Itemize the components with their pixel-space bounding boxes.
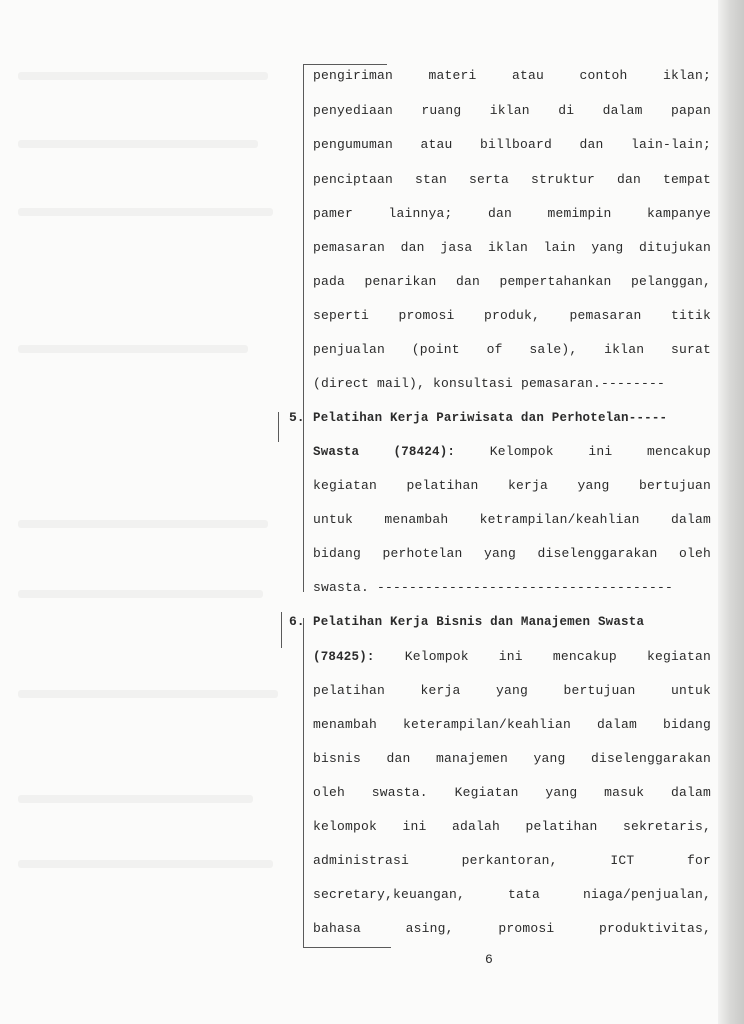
margin-line <box>303 64 304 592</box>
margin-line <box>303 64 387 65</box>
body-line: swasta. ------------------------------------- <box>313 580 674 595</box>
body-line: pelatihan kerja yang bertujuan untuk <box>313 683 711 698</box>
bleed-through <box>18 590 263 598</box>
body-line: bahasa asing, promosi produktivitas, <box>313 921 711 936</box>
body-line: bidang perhotelan yang diselenggarakan oleh <box>313 546 711 561</box>
item-number: 6. <box>289 614 305 629</box>
body-line: pada penarikan dan pempertahankan pelanggan, <box>313 274 711 289</box>
margin-line <box>303 618 304 948</box>
body-line: seperti promosi produk, pemasaran titik <box>313 308 711 323</box>
body-line: pamer lainnya; dan memimpin kampanye <box>313 206 711 221</box>
item-number: 5. <box>289 410 305 425</box>
bleed-through <box>18 690 278 698</box>
body-line: bisnis dan manajemen yang diselenggarakan <box>313 751 711 766</box>
bleed-through <box>18 860 273 868</box>
body-text: Kelompok ini mencakup kegiatan <box>404 649 711 664</box>
body-line: menambah keterampilan/keahlian dalam bidang <box>313 717 711 732</box>
page-number: 6 <box>485 952 493 967</box>
bleed-through <box>18 208 273 216</box>
bleed-through <box>18 140 258 148</box>
bleed-through <box>18 520 268 528</box>
body-line: pengiriman materi atau contoh iklan; <box>313 68 711 83</box>
revision-bar <box>278 412 279 442</box>
body-line: administrasi perkantoran, ICT for <box>313 853 711 868</box>
item-code: Swasta (78424): <box>313 445 456 459</box>
page-edge-shadow <box>718 0 744 1024</box>
body-line: penciptaan stan serta struktur dan tempat <box>313 172 711 187</box>
bleed-through <box>18 72 268 80</box>
margin-line <box>303 947 391 948</box>
body-line: pemasaran dan jasa iklan lain yang ditujukan <box>313 240 711 255</box>
body-line: kegiatan pelatihan kerja yang bertujuan <box>313 478 711 493</box>
item-code: (78425): <box>313 650 375 664</box>
item-title: Pelatihan Kerja Pariwisata dan Perhotelan----- <box>313 411 668 425</box>
bleed-through <box>18 345 248 353</box>
item-first-line <box>313 444 711 460</box>
body-text: Kelompok ini mencakup <box>489 444 711 459</box>
item-title: Pelatihan Kerja Bisnis dan Manajemen Swasta <box>313 615 645 629</box>
revision-bar <box>281 612 282 648</box>
body-line: secretary,keuangan, tata niaga/penjualan, <box>313 887 711 902</box>
item-first-line <box>313 649 711 665</box>
body-line: penyediaan ruang iklan di dalam papan <box>313 103 711 118</box>
body-line: untuk menambah ketrampilan/keahlian dalam <box>313 512 711 527</box>
body-line: pengumuman atau billboard dan lain-lain; <box>313 137 711 152</box>
body-line: kelompok ini adalah pelatihan sekretaris, <box>313 819 711 834</box>
body-line: (direct mail), konsultasi pemasaran.-------- <box>313 376 666 391</box>
body-line: penjualan (point of sale), iklan surat <box>313 342 711 357</box>
body-line: oleh swasta. Kegiatan yang masuk dalam <box>313 785 711 800</box>
bleed-through <box>18 795 253 803</box>
